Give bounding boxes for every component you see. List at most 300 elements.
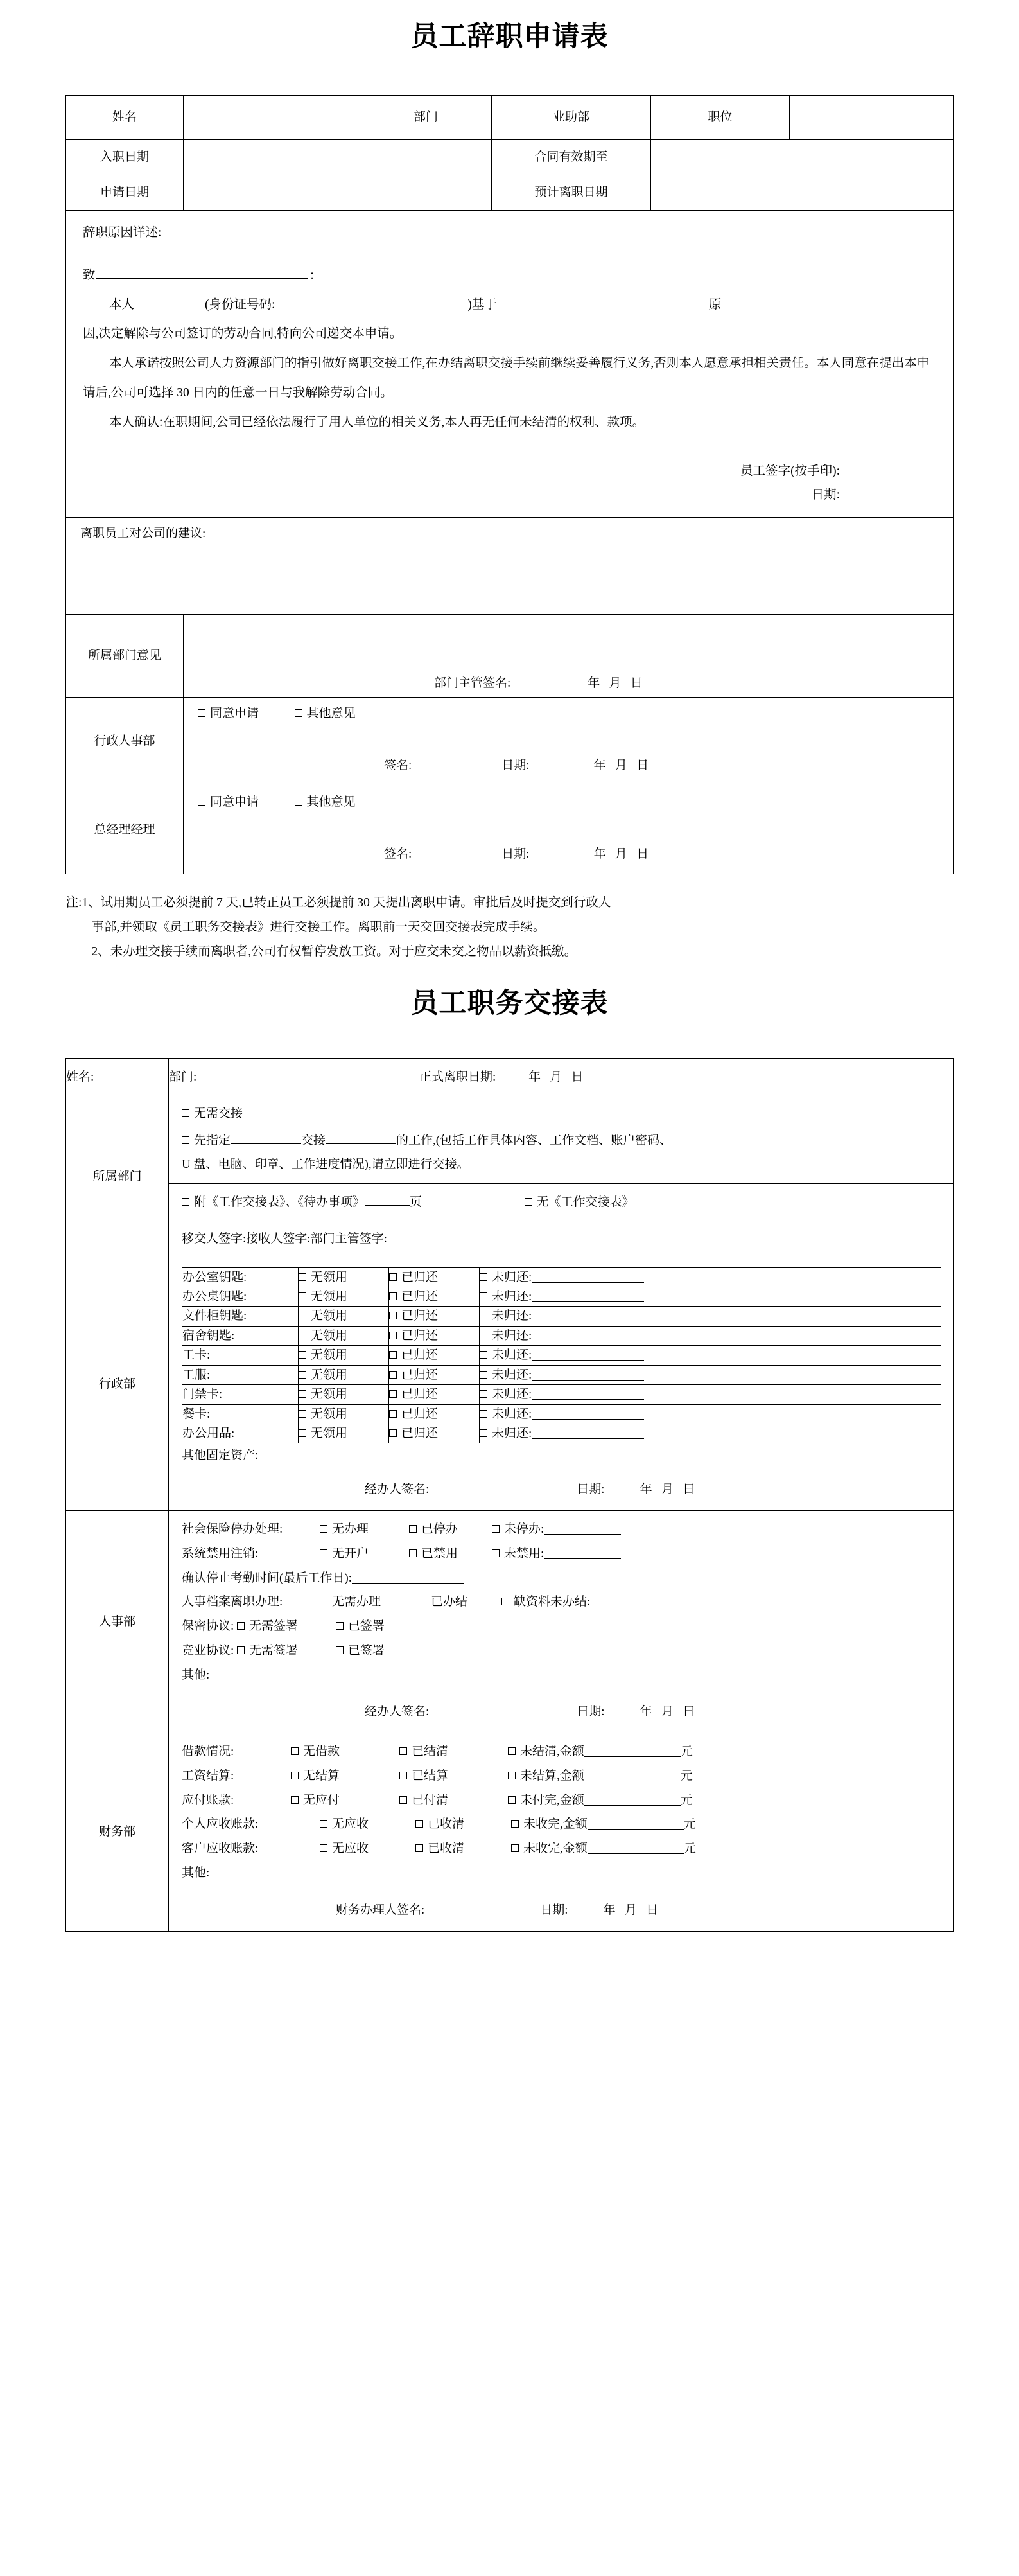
approval-content-gm[interactable] [184,786,954,874]
hr-ymd: 年 月 日 [593,759,652,773]
note-line-1 [66,891,954,915]
hr-option-agree[interactable]: 同意申请 [210,706,259,720]
checkbox-icon[interactable] [299,1429,306,1437]
hr-checklist [169,1511,953,1733]
hr-sign-label[interactable]: 签名: [384,759,412,773]
employee-signature-area [83,459,936,507]
reason-paragraph-2: 本人承诺按照公司人力资源部门的指引做好离职交接工作,在办结离职交接手续前继续妥善履行义务,否则本人愿意承担相关责任。本人同意在提出本申请后,公司可选择 30 日内的任意一日与我解除劳动合同。 [83,357,930,400]
resignation-reason-cell [66,210,954,517]
checkbox-icon[interactable] [299,1292,306,1300]
checkbox-icon[interactable] [480,1332,487,1339]
approval-label-department: 所属部门意见 [66,614,184,697]
admin-option-3[interactable]: 未归还: [480,1307,941,1326]
checkbox-icon[interactable] [480,1371,487,1379]
employee-suggestion-label-wrap [66,518,953,549]
handover-leave-date-cell[interactable] [419,1059,954,1095]
hr-file-o3: 缺资料未办结: [514,1595,591,1609]
dept-assign-b: 交接 [301,1133,326,1147]
admin-item-label: 宿舍钥匙: [182,1326,299,1345]
checkbox-icon[interactable] [299,1273,306,1281]
hr-file-o1: 无需办理 [332,1595,381,1609]
dept-attach-row [169,1183,953,1218]
gm-option-other[interactable]: 其他意见 [306,795,356,809]
checkbox-icon[interactable] [299,1312,306,1319]
admin-checklist-row[interactable] [182,1287,941,1306]
dept-assign-a: 先指定 [194,1133,231,1147]
checkbox-icon[interactable] [480,1351,487,1359]
admin-checklist-row[interactable] [182,1424,941,1443]
hr-file-o2: 已办结 [431,1595,468,1609]
checkbox-icon[interactable] [299,1332,306,1339]
finance-option-1: 无借款 [303,1745,340,1759]
resignation-reason-row [66,210,954,517]
approval-row-hr [66,697,954,786]
dept-signature-cell [169,1218,953,1257]
admin-checklist-row[interactable] [182,1326,941,1345]
admin-checklist-row[interactable] [182,1365,941,1384]
admin-option-2[interactable]: 已归还 [389,1365,480,1384]
admin-option-2[interactable]: 已归还 [389,1267,480,1287]
checkbox-icon[interactable] [399,1796,407,1804]
finance-amount-blank[interactable] [588,1829,684,1830]
admin-option-3[interactable]: 未归还: [480,1267,941,1287]
section-label-admin: 行政部 [66,1258,169,1510]
checkbox-icon[interactable] [419,1598,426,1605]
hr-row-noncompete[interactable] [182,1641,941,1661]
checkbox-icon[interactable] [320,1525,327,1533]
hr-nda-o2: 已签署 [348,1619,385,1634]
admin-date-label[interactable]: 日期: [577,1483,605,1497]
hr-noncompete-label: 竞业协议: [182,1643,234,1657]
checkbox-icon[interactable] [336,1646,344,1654]
hr-section-date-label[interactable]: 日期: [577,1705,605,1719]
dept-sign-receive[interactable]: 接收人签字: [246,1232,311,1246]
admin-option-1[interactable]: 无领用 [299,1365,389,1384]
resignation-form-title: 员工辞职申请表 [410,21,609,52]
table-row [66,95,954,139]
checkbox-icon[interactable] [525,1198,532,1206]
hr-row-file[interactable] [182,1592,941,1612]
gm-date-label[interactable]: 日期: [501,847,530,861]
finance-checklist-row[interactable] [182,1742,941,1762]
admin-option-1[interactable]: 无领用 [299,1424,389,1443]
finance-option-1: 无应付 [303,1793,340,1807]
hr-nda-label: 保密协议: [182,1619,234,1634]
checkbox-icon[interactable] [182,1109,189,1117]
checkbox-icon[interactable] [295,709,302,717]
checkbox-icon[interactable] [389,1312,397,1319]
checkbox-icon[interactable] [399,1747,407,1755]
reason-paragraph-1-cont: 因,决定解除与公司签订的劳动合同,特向公司递交本申请。 [83,327,403,341]
gm-option-agree[interactable]: 同意申请 [210,795,259,809]
checkbox-icon[interactable] [389,1390,397,1398]
admin-option-3[interactable]: 未归还: [480,1385,941,1404]
hr-row-social[interactable] [182,1520,941,1540]
dept-options-row [169,1095,953,1183]
admin-note-blank[interactable] [532,1360,644,1361]
finance-option-3: 未收完,金额 [523,1842,588,1856]
finance-amount-unit: 元 [683,1817,696,1831]
checkbox-icon[interactable] [480,1273,487,1281]
finance-checklist-row[interactable] [182,1791,941,1811]
note-line-2: 2、未办理交接手续而离职者,公司有权暂停发放工资。对于应交未交之物品以薪资抵缴。 [91,945,577,959]
checkbox-icon[interactable] [237,1646,245,1654]
section-content-admin [169,1258,954,1510]
hr-noncompete-o2: 已签署 [348,1643,385,1657]
department-sign-line [184,662,953,696]
finance-ymd: 年 月 日 [603,1903,661,1917]
field-label-name: 姓名 [66,95,184,139]
dept-sign-transfer[interactable]: 移交人签字: [182,1232,247,1246]
checkbox-icon[interactable] [299,1410,306,1418]
hr-system-label: 系统禁用注销: [182,1546,259,1560]
finance-amount-unit: 元 [683,1842,696,1856]
admin-note-blank[interactable] [532,1399,644,1400]
admin-option-3[interactable]: 未归还: [480,1404,941,1424]
hr-option-row [198,704,941,723]
checkbox-icon[interactable] [508,1796,516,1804]
hr-system-o1: 无开户 [332,1546,369,1560]
field-value-apply-date[interactable] [184,175,492,210]
finance-amount-unit: 元 [680,1793,693,1807]
admin-item-label: 餐卡: [182,1404,299,1424]
department-ymd: 年 月 日 [588,676,646,691]
admin-ymd: 年 月 日 [640,1483,698,1497]
employee-suggestion-cell[interactable] [66,517,954,614]
admin-option-1[interactable]: 无领用 [299,1307,389,1326]
dept-inner-table [169,1095,953,1257]
handover-name-label[interactable]: 姓名: [66,1059,169,1095]
admin-option-1[interactable]: 无领用 [299,1267,389,1287]
dept-assign-d: U 盘、电脑、印章、工作进度情况),请立即进行交接。 [182,1158,469,1172]
hr-system-o2: 已禁用 [421,1546,458,1560]
handover-leave-date-label: 正式离职日期: [419,1070,496,1084]
approval-content-department[interactable] [184,614,954,697]
finance-option-3: 未收完,金额 [523,1817,588,1831]
dept-assign-c: 的工作,(包括工作具体内容、工作文档、账户密码、 [396,1133,672,1147]
checkbox-icon[interactable] [480,1312,487,1319]
hr-social-blank[interactable] [544,1534,621,1535]
employee-signature-label[interactable]: 员工签字(按手印): [740,464,840,478]
admin-option-1[interactable]: 无领用 [299,1287,389,1306]
hr-options [184,698,953,786]
checkbox-icon[interactable] [291,1796,299,1804]
hr-system-o3: 未禁用: [504,1546,544,1560]
checkbox-icon[interactable] [182,1198,189,1206]
approval-label-hr: 行政人事部 [66,697,184,786]
admin-checklist-row[interactable] [182,1307,941,1326]
finance-item-label: 个人应收账款: [182,1817,259,1831]
checkbox-icon[interactable] [501,1598,509,1605]
admin-item-label: 办公桌钥匙: [182,1287,299,1306]
admin-option-3[interactable]: 未归还: [480,1346,941,1365]
checkbox-icon[interactable] [320,1820,327,1828]
finance-option-2: 已结算 [412,1769,449,1783]
checkbox-icon[interactable] [480,1410,487,1418]
finance-checklist-row[interactable] [182,1767,941,1786]
admin-option-2[interactable]: 已归还 [389,1287,480,1306]
resignation-info-table [65,95,954,875]
admin-option-2[interactable]: 已归还 [389,1424,480,1443]
gm-sign-line [198,833,941,867]
checkbox-icon[interactable] [511,1820,519,1828]
reason-paragraph-3: 本人确认:在职期间,公司已经依法履行了用人单位的相关义务,本人再无任何未结清的权利、款项。 [109,415,645,429]
admin-option-1[interactable]: 无领用 [299,1404,389,1424]
checkbox-icon[interactable] [299,1390,306,1398]
checkbox-icon[interactable] [480,1292,487,1300]
admin-rows [182,1267,941,1443]
gm-option-row [198,793,941,811]
admin-option-3[interactable]: 未归还: [480,1424,941,1443]
hr-row-system[interactable] [182,1544,941,1564]
finance-checklist-row[interactable] [182,1839,941,1859]
handover-section-finance [66,1733,954,1931]
checkbox-icon[interactable] [295,798,302,806]
checkbox-icon[interactable] [415,1820,423,1828]
admin-item-label: 办公用品: [182,1424,299,1443]
department-manager-sign-label[interactable]: 部门主管签名: [434,676,511,691]
checkbox-icon[interactable] [198,798,205,806]
finance-amount-unit: 元 [680,1745,693,1759]
section-content-finance [169,1733,954,1931]
salutation-line [83,261,936,290]
table-row [66,175,954,210]
salutation-label: 致 [83,268,96,282]
admin-option-3[interactable]: 未归还: [480,1287,941,1306]
checkbox-icon[interactable] [299,1371,306,1379]
admin-note-blank[interactable] [532,1419,644,1420]
hr-social-o1: 无办理 [332,1522,369,1537]
finance-option-3: 未结算,金额 [520,1769,584,1783]
hr-date-label[interactable]: 日期: [501,759,530,773]
field-label-contract-end: 合同有效期至 [492,139,651,175]
checkbox-icon[interactable] [291,1747,299,1755]
checkbox-icon[interactable] [389,1351,397,1359]
checkbox-icon[interactable] [492,1549,500,1557]
checkbox-icon[interactable] [492,1525,500,1533]
dept-attach-none[interactable]: 无《工作交接表》 [536,1195,634,1209]
finance-option-2: 已收清 [428,1842,465,1856]
reason-paragraph-1 [83,290,936,320]
finance-amount-blank[interactable] [588,1853,684,1854]
dept-opt-assign[interactable] [182,1131,941,1150]
finance-option-2: 已结清 [412,1745,449,1759]
handover-table [65,1058,954,1931]
dept-attach-pages-blank[interactable] [365,1205,410,1206]
dept-options-cell [169,1095,953,1183]
checkbox-icon[interactable] [511,1844,519,1852]
checkbox-icon[interactable] [508,1747,516,1755]
employee-suggestion-row [66,517,954,614]
admin-note-blank[interactable] [532,1301,644,1302]
reason-heading: 辞职原因详述: [83,225,162,240]
hr-row-other[interactable]: 其他: [182,1668,210,1682]
checkbox-icon[interactable] [389,1332,397,1339]
handover-form-title: 员工职务交接表 [410,988,609,1019]
checkbox-icon[interactable] [336,1622,344,1630]
section-content-hr [169,1511,954,1733]
admin-checklist [169,1258,953,1510]
hr-attendance-label: 确认停止考勤时间(最后工作日): [182,1571,352,1585]
field-value-hire-date[interactable] [184,139,492,175]
checkbox-icon[interactable] [409,1549,417,1557]
handover-head-row [66,1059,954,1095]
admin-sign-label[interactable]: 经办人签名: [365,1483,430,1497]
gm-sign-label[interactable]: 签名: [384,847,412,861]
admin-item-label: 工服: [182,1365,299,1384]
dept-assign-to-blank[interactable] [326,1143,396,1144]
checkbox-icon[interactable] [399,1772,407,1779]
hr-sign-line [198,745,941,779]
admin-note-blank[interactable] [532,1438,644,1439]
hr-noncompete-o1: 无需签署 [249,1643,299,1657]
dept-attach-pages-unit: 页 [410,1195,422,1209]
employee-signature-date-label[interactable]: 日期: [811,488,840,502]
admin-checklist-row[interactable] [182,1346,941,1365]
finance-option-2: 已收清 [428,1817,465,1831]
hr-section-ymd: 年 月 日 [640,1705,698,1719]
salutation-blank[interactable] [96,278,308,279]
admin-checklist-row[interactable] [182,1404,941,1424]
handover-section-admin [66,1258,954,1510]
hr-section-sign-label[interactable]: 经办人签名: [365,1705,430,1719]
section-label-finance: 财务部 [66,1733,169,1931]
admin-option-1[interactable]: 无领用 [299,1326,389,1345]
checkbox-icon[interactable] [320,1549,327,1557]
dept-sign-manager[interactable]: 部门主管签字: [310,1232,387,1246]
admin-note-blank[interactable] [532,1282,644,1283]
finance-option-1: 无结算 [303,1769,340,1783]
field-value-name[interactable] [184,95,360,139]
finance-option-2: 已付清 [412,1793,449,1807]
p1-id-label: (身份证号码: [204,297,275,312]
checkbox-icon[interactable] [291,1772,299,1779]
admin-option-2[interactable]: 已归还 [389,1326,480,1345]
checkbox-icon[interactable] [198,709,205,717]
hr-row-attendance[interactable] [182,1569,941,1589]
admin-checklist-row[interactable] [182,1267,941,1287]
checkbox-icon[interactable] [389,1429,397,1437]
approval-content-hr[interactable] [184,697,954,786]
finance-item-label: 应付账款: [182,1793,234,1807]
checkbox-icon[interactable] [320,1598,327,1605]
employee-suggestion-label: 离职员工对公司的建议: [80,526,206,540]
finance-amount-unit: 元 [680,1769,693,1783]
field-label-expected-leave-date: 预计离职日期 [492,175,651,210]
checkbox-icon[interactable] [299,1351,306,1359]
dept-opt-no-handover[interactable] [182,1104,941,1123]
checkbox-icon[interactable] [237,1622,245,1630]
field-value-contract-end[interactable] [651,139,954,175]
checkbox-icon[interactable] [415,1844,423,1852]
hr-section-sign-line [182,1689,941,1726]
hr-nda-o1: 无需签署 [249,1619,299,1634]
finance-item-label: 工资结算: [182,1769,234,1783]
dept-signature-row [169,1218,953,1257]
section-label-dept: 所属部门 [66,1095,169,1258]
checkbox-icon[interactable] [320,1844,327,1852]
field-label-apply-date: 申请日期 [66,175,184,210]
finance-sign-label[interactable]: 财务办理人签名: [336,1903,425,1917]
hr-file-label: 人事档案离职办理: [182,1595,283,1609]
finance-option-1: 无应收 [332,1817,369,1831]
admin-option-1[interactable]: 无领用 [299,1346,389,1365]
finance-option-1: 无应收 [332,1842,369,1856]
checkbox-icon[interactable] [182,1136,189,1144]
finance-date-label[interactable]: 日期: [540,1903,568,1917]
p1-reason-suffix: 原 [708,297,722,312]
salutation-colon: : [310,268,314,282]
hr-attendance-blank[interactable] [352,1583,464,1584]
p1-self: 本人 [109,297,134,312]
dept-attach-cell [169,1183,953,1218]
finance-item-label: 借款情况: [182,1745,234,1759]
finance-other[interactable]: 其他: [182,1866,210,1880]
field-value-expected-leave-date[interactable] [651,175,954,210]
admin-item-label: 文件柜钥匙: [182,1307,299,1326]
resignation-reason-block [66,211,953,517]
field-value-position[interactable] [790,95,954,139]
checkbox-icon[interactable] [389,1292,397,1300]
admin-checklist-table [182,1267,941,1444]
admin-option-2[interactable]: 已归还 [389,1307,480,1326]
admin-item-label: 门禁卡: [182,1385,299,1404]
handover-dept-label[interactable]: 部门: [169,1059,419,1095]
checkbox-icon[interactable] [480,1429,487,1437]
table-row [66,139,954,175]
hr-row-nda[interactable] [182,1617,941,1637]
dept-assign-from-blank[interactable] [231,1143,301,1144]
admin-option-3[interactable]: 未归还: [480,1365,941,1384]
gm-ymd: 年 月 日 [593,847,652,861]
admin-option-3[interactable]: 未归还: [480,1326,941,1345]
approval-label-gm: 总经理经理 [66,786,184,874]
finance-sign-line [182,1888,941,1925]
hr-social-o3: 未停办: [504,1522,544,1537]
approval-row-gm [66,786,954,874]
hr-social-o2: 已停办 [421,1522,458,1537]
admin-option-2[interactable]: 已归还 [389,1404,480,1424]
admin-option-1[interactable]: 无领用 [299,1385,389,1404]
checkbox-icon[interactable] [389,1410,397,1418]
field-label-department: 部门 [360,95,492,139]
admin-option-2[interactable]: 已归还 [389,1385,480,1404]
form1-notes [66,891,954,964]
hr-system-blank[interactable] [544,1558,621,1559]
handover-section-dept [66,1095,954,1258]
approval-row-department [66,614,954,697]
admin-other-assets[interactable]: 其他固定资产: [182,1449,259,1463]
dept-opt-no-handover-label: 无需交接 [194,1107,243,1121]
finance-item-label: 客户应收账款: [182,1842,259,1856]
finance-amount-blank[interactable] [584,1805,681,1806]
finance-amount-blank[interactable] [584,1756,681,1757]
admin-checklist-row[interactable] [182,1385,941,1404]
note-line-1b: 事部,并领取《员工职务交接表》进行交接工作。离职前一天交回交接表完成手续。 [91,921,546,935]
field-value-department[interactable]: 业助部 [492,95,651,139]
checkbox-icon[interactable] [480,1390,487,1398]
dept-attach-label: 附《工作交接表》、《待办事项》 [194,1195,365,1209]
finance-checklist-row[interactable] [182,1815,941,1835]
finance-rows [182,1742,941,1859]
checkbox-icon[interactable] [389,1371,397,1379]
admin-option-2[interactable]: 已归还 [389,1346,480,1365]
checkbox-icon[interactable] [409,1525,417,1533]
checkbox-icon[interactable] [508,1772,516,1779]
admin-note-blank[interactable] [532,1380,644,1381]
checkbox-icon[interactable] [389,1273,397,1281]
hr-option-other[interactable]: 其他意见 [306,706,356,720]
